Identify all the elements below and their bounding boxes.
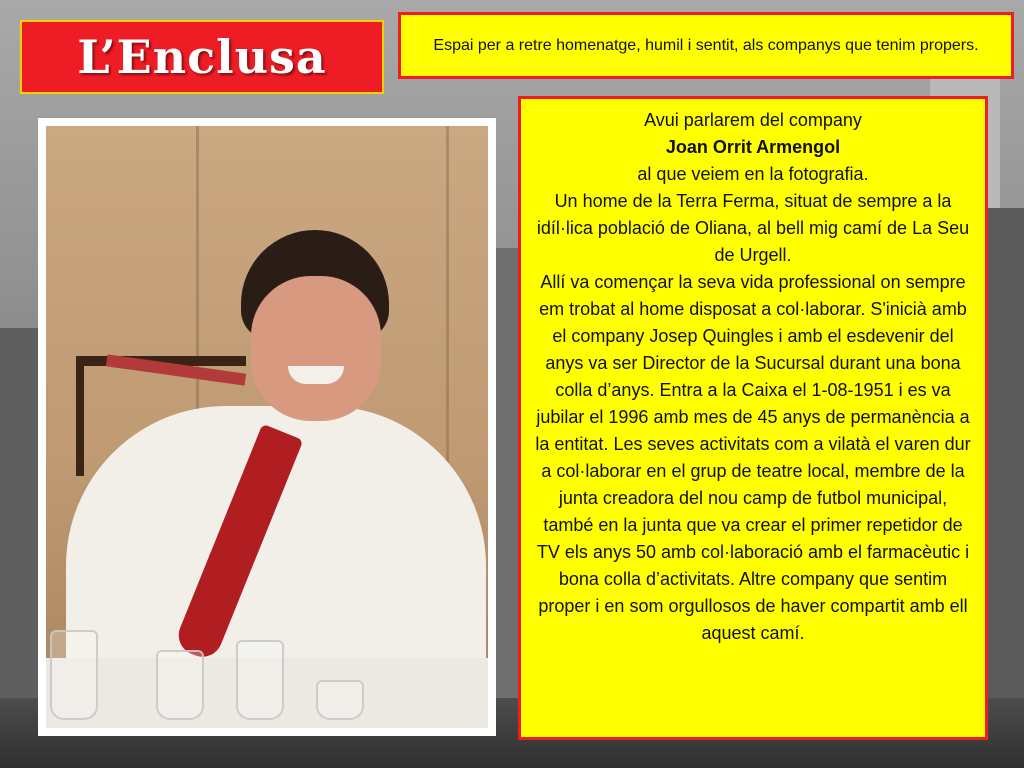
- article-line: al que veiem en la fotografia.: [637, 164, 869, 184]
- glass: [236, 640, 284, 720]
- title-box: [20, 20, 384, 94]
- glass: [50, 630, 98, 720]
- subtitle-box: [398, 12, 1014, 79]
- page-subtitle: Espai per a retre homenatge, humil i sentit, als companys que tenim propers.: [433, 37, 979, 54]
- person-name: Joan Orrit Armengol: [665, 137, 841, 157]
- article-intro: Avui parlarem del company: [644, 110, 862, 130]
- article-box: [518, 96, 988, 740]
- face-lower: [251, 276, 381, 416]
- glass: [156, 650, 204, 720]
- portrait-photo: [46, 126, 488, 728]
- glass: [316, 680, 364, 720]
- article-paragraph-2: Allí va començar la seva vida professional on sempre em trobat al home disposat a col·laborar. S'inicià amb el company Josep Quingles i amb el esdevenir del anys va ser Director de la Sucursal durant una bona colla d’anys. Entra a la Caixa el 1-08-1951 i es va jubilar el 1996 amb mes de 45 anys de permanència a la entitat. Les seves activitats com a vilatà el varen dur a col·laborar en el grup de teatre local, membre de la junta creadora del nou camp de futbol municipal, també en la junta que va crear el primer repetidor de TV els anys 50 amb col·laboració amb el farmacèutic i bona colla d’activitats. Altre company que sentim proper i en som orgullosos de haver compartit amb ell aquest camí.: [535, 272, 971, 643]
- background-building: [985, 208, 1024, 768]
- photo-frame: [38, 118, 496, 736]
- page-title: L’Enclusa: [77, 30, 327, 84]
- article-paragraph-1: Un home de la Terra Ferma, situat de sempre a la idíl·lica població de Oliana, al bell mig camí de La Seu de Urgell.: [536, 191, 970, 265]
